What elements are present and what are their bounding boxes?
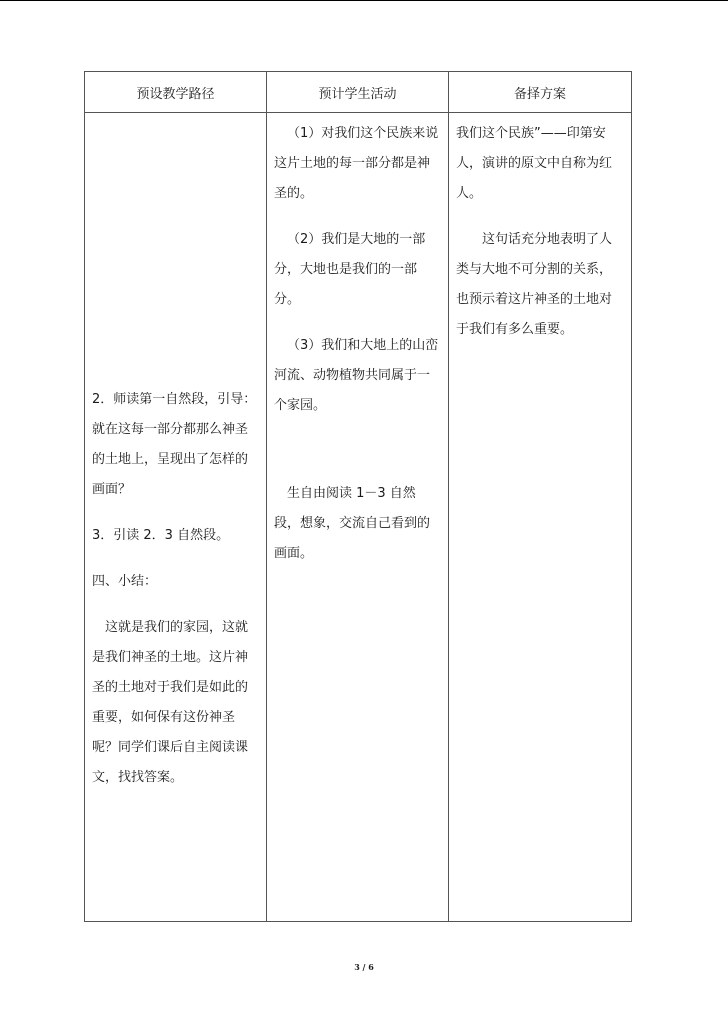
table-header-row xyxy=(85,72,632,113)
header-teaching-path: 预设教学路径 xyxy=(85,72,267,113)
alternative-note-2: 这句话充分地表明了人类与大地不可分割的关系，也预示着这片神圣的土地对于我们有多么重要。 xyxy=(456,232,613,337)
page-number: 3 / 6 xyxy=(354,962,374,972)
lesson-plan-table xyxy=(84,71,632,922)
teaching-step-2: 2．师读第一自然段，引导：就在这每一部分都那么神圣的土地上，呈现出了怎样的画面？ xyxy=(92,392,257,497)
header-alternative-plan: 备择方案 xyxy=(449,72,632,113)
alternative-note-1: 我们这个民族”——印第安人，演讲的原文中自称为红人。 xyxy=(456,126,613,201)
teaching-step-3: 3．引读 2．3 自然段。 xyxy=(92,528,230,543)
summary-text: 这就是我们的家园，这就是我们神圣的土地。这片神圣的土地对于我们是如此的重要，如何保有这份神圣呢？同学们课后自主阅读课文，找找答案。 xyxy=(92,620,249,785)
activity-item-2: （2）我们是大地的一部分，大地也是我们的一部分。 xyxy=(274,232,426,307)
header-student-activity: 预计学生活动 xyxy=(267,72,449,113)
table-body-row xyxy=(85,113,632,922)
student-activity-cell xyxy=(267,113,449,922)
summary-heading: 四、小结： xyxy=(92,574,158,589)
activity-item-3: （3）我们和大地上的山峦河流、动物植物共同属于一个家园。 xyxy=(274,338,439,413)
activity-item-1: （1）对我们这个民族来说这片土地的每一部分都是神圣的。 xyxy=(274,126,439,201)
alternative-plan-cell xyxy=(449,113,632,922)
activity-reading: 生自由阅读 1－3 自然段，想象，交流自己看到的画面。 xyxy=(274,486,431,561)
teaching-path-cell xyxy=(85,113,267,922)
top-rule xyxy=(0,0,728,1)
